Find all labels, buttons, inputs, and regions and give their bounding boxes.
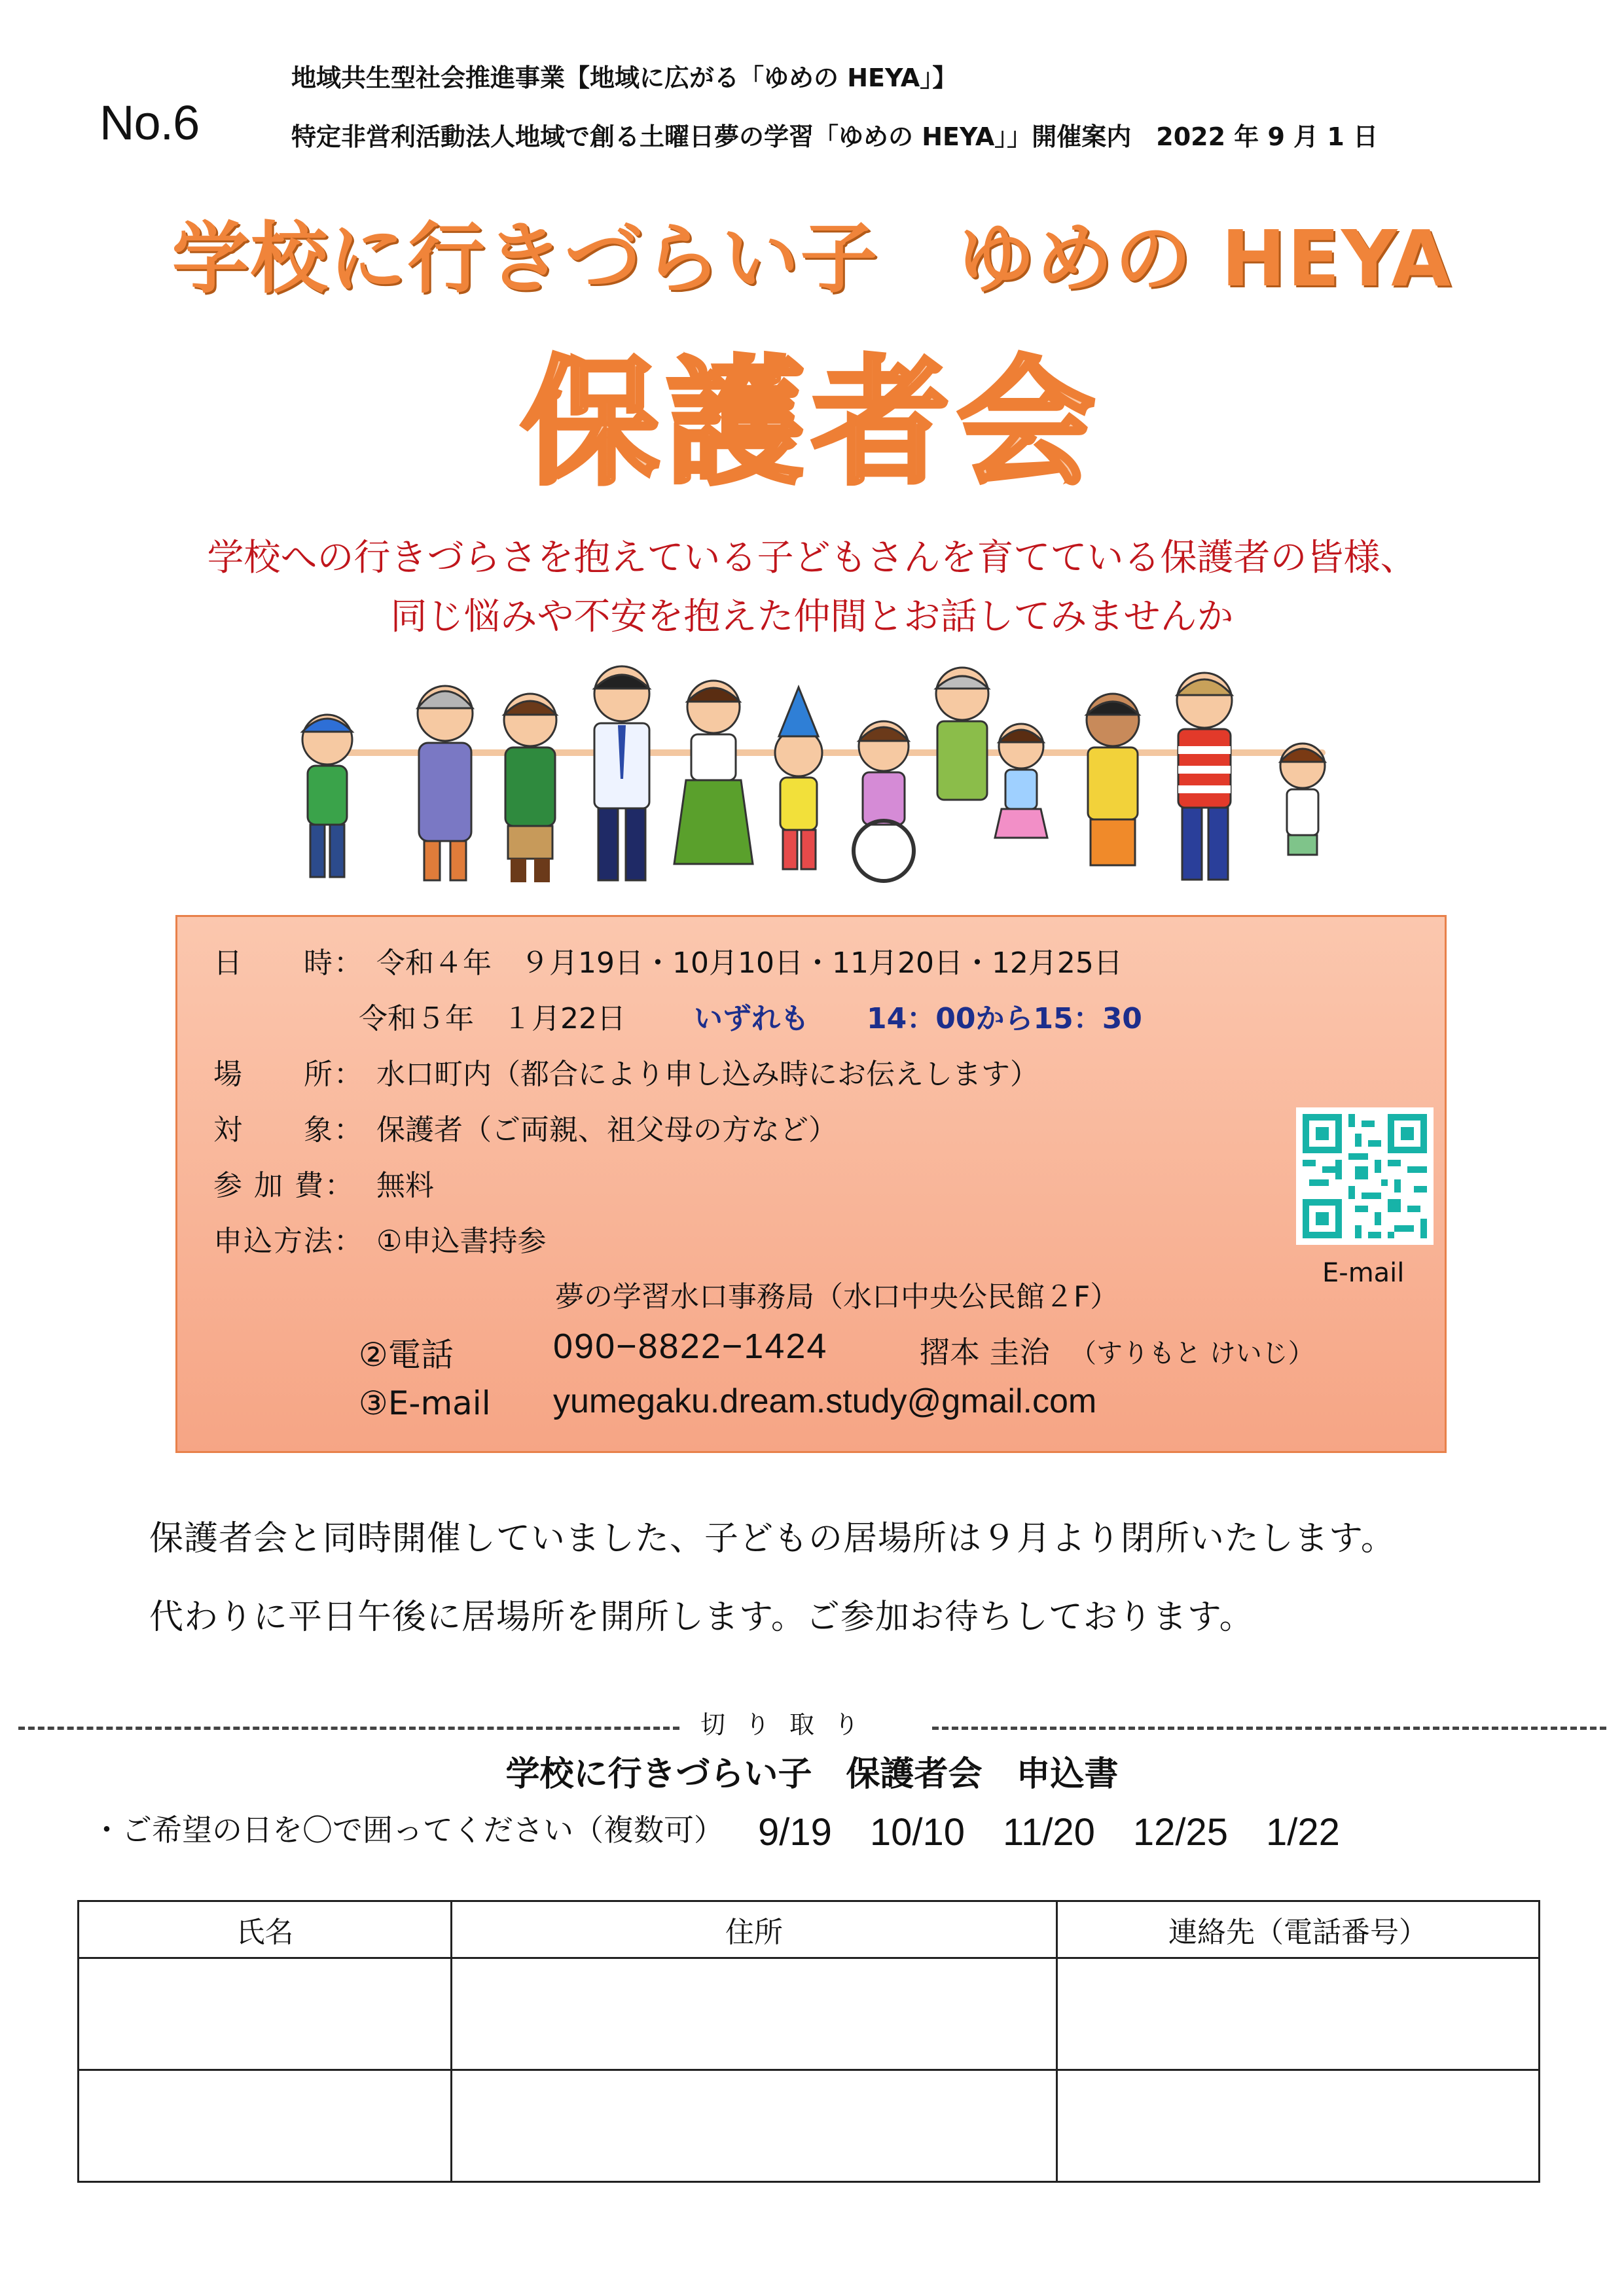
lead-line-2: 同じ悩みや不安を抱えた仲間とお話してみませんか bbox=[390, 596, 1234, 638]
application-table bbox=[77, 1900, 1540, 2183]
contact-cell[interactable] bbox=[1057, 2070, 1540, 2182]
qr-code[interactable] bbox=[1296, 1107, 1434, 1245]
person-boy-yellow bbox=[1087, 694, 1139, 865]
header-line-1: 地域共生型社会推進事業【地域に広がる「ゆめの HEYA」】 bbox=[291, 63, 958, 92]
place-label: 場 所： bbox=[213, 1058, 364, 1091]
method-1: ①申込書持参 bbox=[376, 1225, 547, 1258]
method-2-label: ②電話 bbox=[359, 1336, 454, 1374]
datetime-date-2023: 令和５年 １月22日 bbox=[359, 1002, 626, 1035]
address-cell[interactable] bbox=[452, 2070, 1057, 2182]
contact-name: 摺本 圭治 bbox=[920, 1335, 1050, 1370]
method-1-detail: 夢の学習水口事務局（水口中央公民館２F） bbox=[555, 1280, 1119, 1314]
target-label: 対 象： bbox=[213, 1113, 364, 1147]
notice-line-1: 保護者会と同時開催していました、子どもの居場所は９月より閉所いたします。 bbox=[149, 1519, 1396, 1558]
place-value: 水口町内（都合により申し込み時にお伝えします） bbox=[376, 1058, 1039, 1091]
main-title: 学校に行きづらい子 ゆめの HEYA bbox=[171, 213, 1453, 304]
header-line-2: 特定非営利活動法人地域で創る土曜日夢の学習「ゆめの HEYA」」開催案内 2022 年 9 月 1 日 bbox=[291, 122, 1379, 151]
column-address: 住所 bbox=[452, 1901, 1057, 1958]
lead-line-1: 学校への行きづらさを抱えている子どもさんを育てている保護者の皆様、 bbox=[207, 537, 1417, 579]
person-mother-skirt bbox=[674, 681, 753, 864]
name-cell[interactable] bbox=[79, 2070, 452, 2182]
person-man-striped bbox=[1177, 673, 1232, 880]
sub-title: 保護者会 bbox=[521, 343, 1103, 503]
target-value: 保護者（ご両親、祖父母の方など） bbox=[376, 1113, 837, 1147]
person-teen-green bbox=[504, 694, 556, 882]
method-label: 申込方法： bbox=[213, 1225, 364, 1258]
contact-cell[interactable] bbox=[1057, 1958, 1540, 2070]
email-address[interactable]: yumegaku.dream.study@gmail.com bbox=[553, 1382, 1097, 1420]
cut-label: 切り取り bbox=[700, 1710, 879, 1739]
person-father-tie bbox=[594, 666, 649, 880]
cut-line-right bbox=[932, 1727, 1606, 1730]
name-cell[interactable] bbox=[79, 1958, 452, 2070]
person-wheelchair bbox=[854, 721, 914, 881]
date-prompt: ・ご希望の日を〇で囲ってください（複数可） bbox=[92, 1812, 724, 1848]
column-contact: 連絡先（電話番号） bbox=[1057, 1901, 1540, 1958]
table-row bbox=[79, 2070, 1540, 2182]
qr-label: E-mail bbox=[1322, 1258, 1405, 1288]
issue-number: No.6 bbox=[99, 96, 200, 150]
notice-line-2: 代わりに平日午後に居場所を開所します。ご参加お待ちしております。 bbox=[149, 1598, 1254, 1637]
datetime-dates-2022: 令和４年 ９月19日・10月10日・11月20日・12月25日 bbox=[376, 946, 1123, 980]
datetime-time: いずれも 14：00から15：30 bbox=[694, 1002, 1142, 1035]
form-title: 学校に行きづらい子 保護者会 申込書 bbox=[505, 1755, 1119, 1794]
people-illustration bbox=[275, 655, 1375, 890]
person-little-girl bbox=[1280, 744, 1325, 855]
person-grandmother bbox=[418, 686, 473, 880]
method-3-label: ③E-mail bbox=[359, 1384, 491, 1422]
datetime-label: 日 時： bbox=[213, 946, 364, 980]
date-options[interactable]: 9/19 10/10 11/20 12/25 1/22 bbox=[758, 1811, 1340, 1854]
person-boy-cap bbox=[302, 715, 352, 877]
fee-value: 無料 bbox=[376, 1169, 434, 1202]
person-girl-party-hat bbox=[775, 687, 822, 869]
person-girl-pink-skirt bbox=[995, 724, 1047, 838]
person-grandfather bbox=[936, 668, 988, 800]
address-cell[interactable] bbox=[452, 1958, 1057, 2070]
phone-number[interactable]: 090−8822−1424 bbox=[553, 1327, 828, 1366]
cut-line-left bbox=[18, 1727, 679, 1730]
fee-label: 参 加 費： bbox=[213, 1169, 355, 1202]
contact-name-kana: （すりもと けいじ） bbox=[1070, 1338, 1314, 1369]
table-row bbox=[79, 1958, 1540, 2070]
column-name: 氏名 bbox=[79, 1901, 452, 1958]
table-header-row bbox=[79, 1901, 1540, 1958]
